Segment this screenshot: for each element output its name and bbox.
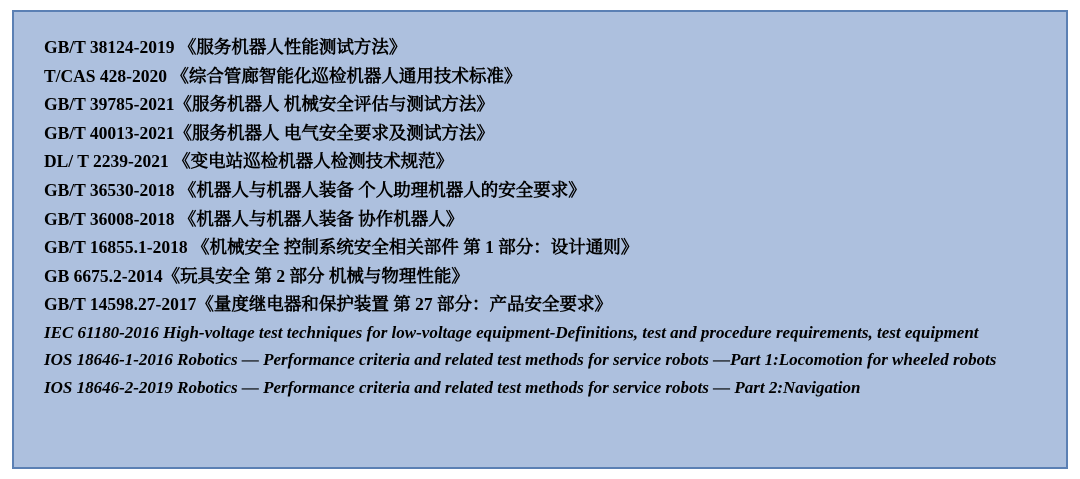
standards-reference-panel — [12, 10, 1068, 469]
list-item: IEC 61180-2016 High-voltage test techniques for low-voltage equipment-Definitions, test and procedure requirements, test equipment — [44, 322, 979, 342]
list-item: IOS 18646-1-2016 Robotics — Performance criteria and related test methods for service robots —Part 1:Locomotion for wheeled robots — [44, 350, 997, 370]
list-item: IOS 18646-2-2019 Robotics — Performance criteria and related test methods for service robots — Part 2:Navigation — [44, 377, 861, 397]
standards-list — [44, 34, 1040, 401]
list-item: DL/ T 2239-2021 《变电站巡检机器人检测技术规范》 — [44, 151, 454, 172]
list-item: GB/T 16855.1-2018 《机械安全 控制系统安全相关部件 第 1 部分：设计通则》 — [44, 237, 639, 258]
list-item: T/CAS 428-2020 《综合管廊智能化巡检机器人通用技术标准》 — [44, 65, 522, 86]
list-item: GB 6675.2-2014《玩具安全 第 2 部分 机械与物理性能》 — [44, 265, 469, 286]
list-item: GB/T 39785-2021《服务机器人 机械安全评估与测试方法》 — [44, 94, 494, 115]
list-item: GB/T 40013-2021《服务机器人 电气安全要求及测试方法》 — [44, 122, 494, 143]
list-item: GB/T 36008-2018 《机器人与机器人装备 协作机器人》 — [44, 208, 464, 229]
list-item: GB/T 14598.27-2017《量度继电器和保护装置 第 27 部分：产品安全要求》 — [44, 294, 612, 315]
list-item: GB/T 38124-2019 《服务机器人性能测试方法》 — [44, 37, 407, 57]
list-item: GB/T 36530-2018 《机器人与机器人装备 个人助理机器人的安全要求》 — [44, 179, 586, 200]
